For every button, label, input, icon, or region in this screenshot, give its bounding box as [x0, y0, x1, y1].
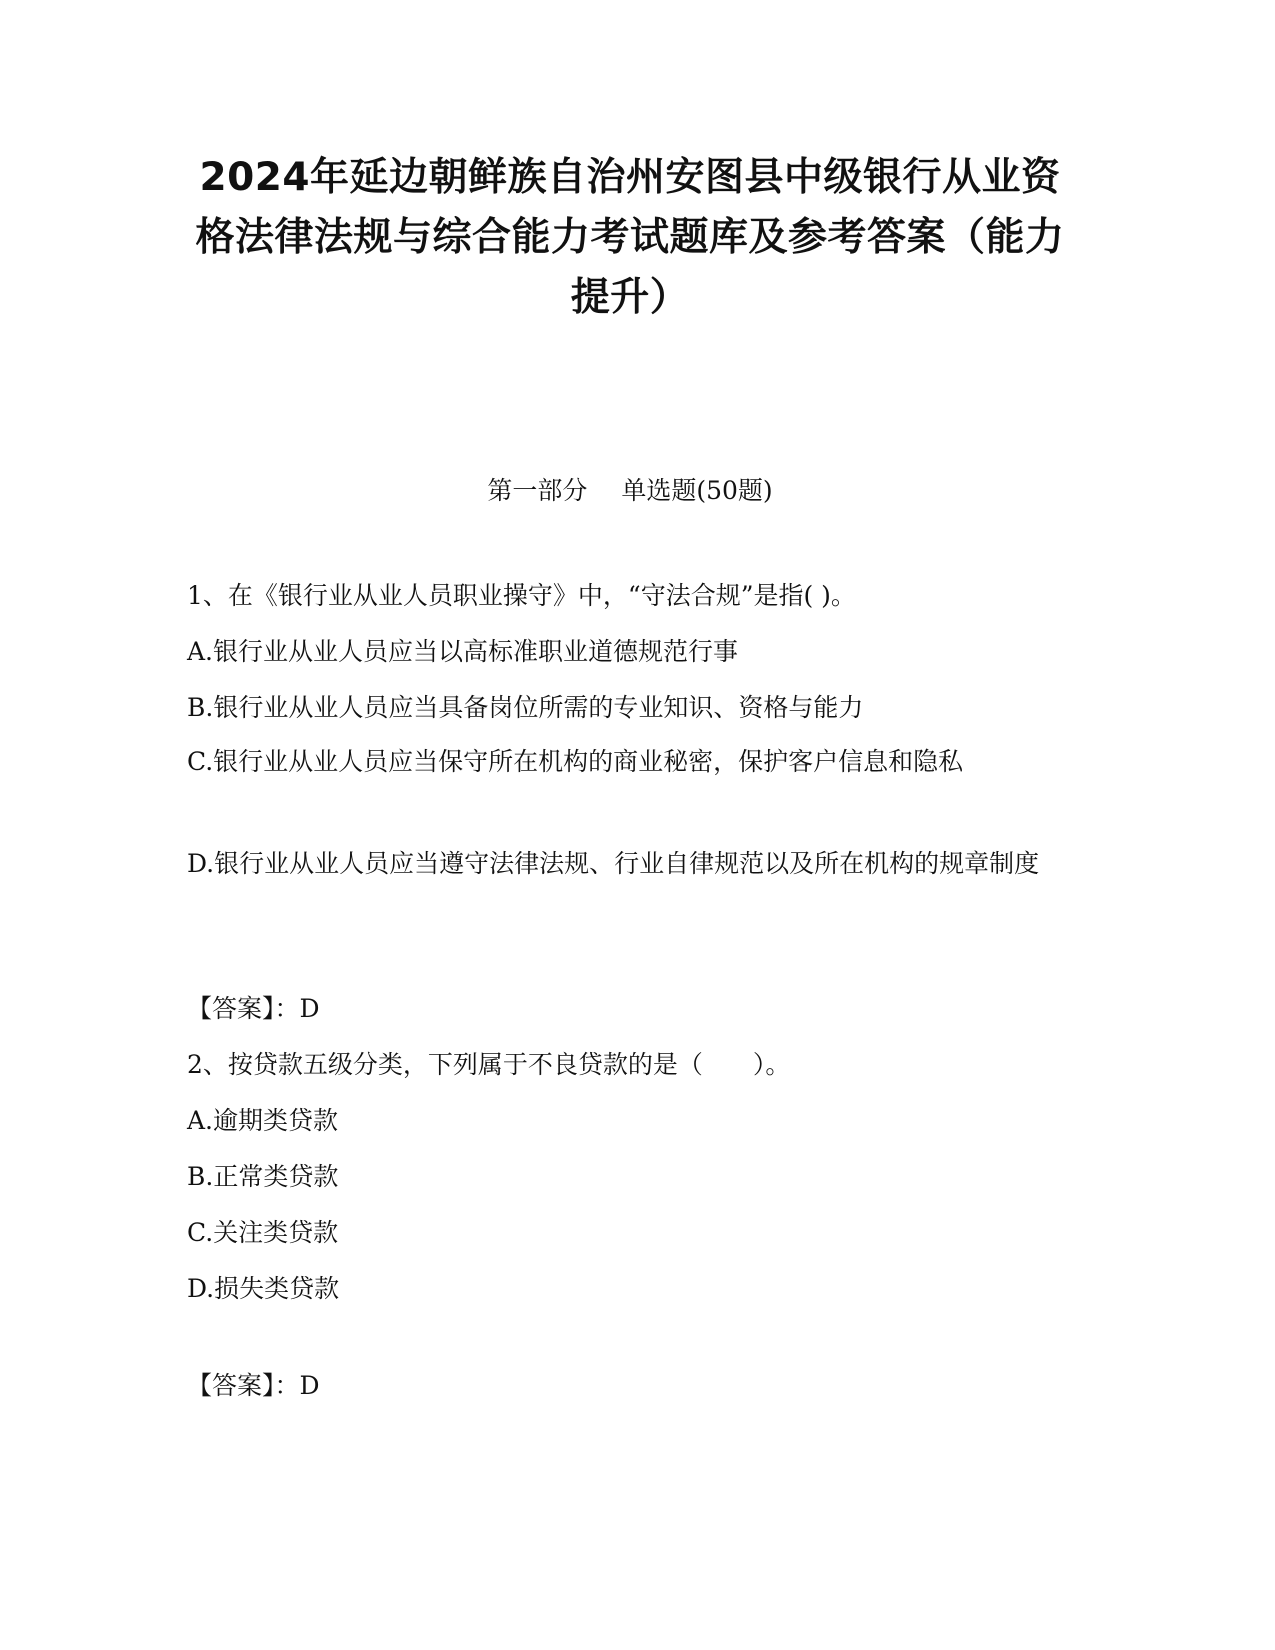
document-title: 2024年延边朝鲜族自治州安图县中级银行从业资格法律法规与综合能力考试题库及参考答案（能力提升）	[195, 155, 1065, 320]
question-1-option-d: D.银行业从业人员应当遵守法律法规、行业自律规范以及所在机构的规章制度	[187, 849, 1040, 878]
question-2-option-a: A.逾期类贷款	[187, 1106, 339, 1135]
question-2-option-b: B.正常类贷款	[187, 1162, 339, 1191]
question-1-option-a: A.银行业从业人员应当以高标准职业道德规范行事	[187, 637, 739, 666]
question-2-stem: 2、按贷款五级分类，下列属于不良贷款的是（ ）。	[187, 1050, 791, 1079]
question-2-answer: 【答案】：D	[187, 1371, 320, 1400]
question-1-option-b: B.银行业从业人员应当具备岗位所需的专业知识、资格与能力	[187, 693, 864, 722]
section-heading	[180, 474, 1080, 508]
question-2-option-c: C.关注类贷款	[187, 1218, 339, 1247]
question-1-option-c: C.银行业从业人员应当保守所在机构的商业秘密，保护客户信息和隐私	[187, 747, 964, 776]
question-1-stem: 1、在《银行业从业人员职业操守》中，“守法合规”是指( )。	[187, 581, 856, 610]
question-2-option-d: D.损失类贷款	[187, 1274, 340, 1303]
question-1-answer: 【答案】：D	[187, 994, 320, 1023]
section-name: 单选题(50题)	[621, 476, 773, 505]
section-part: 第一部分	[487, 476, 588, 505]
